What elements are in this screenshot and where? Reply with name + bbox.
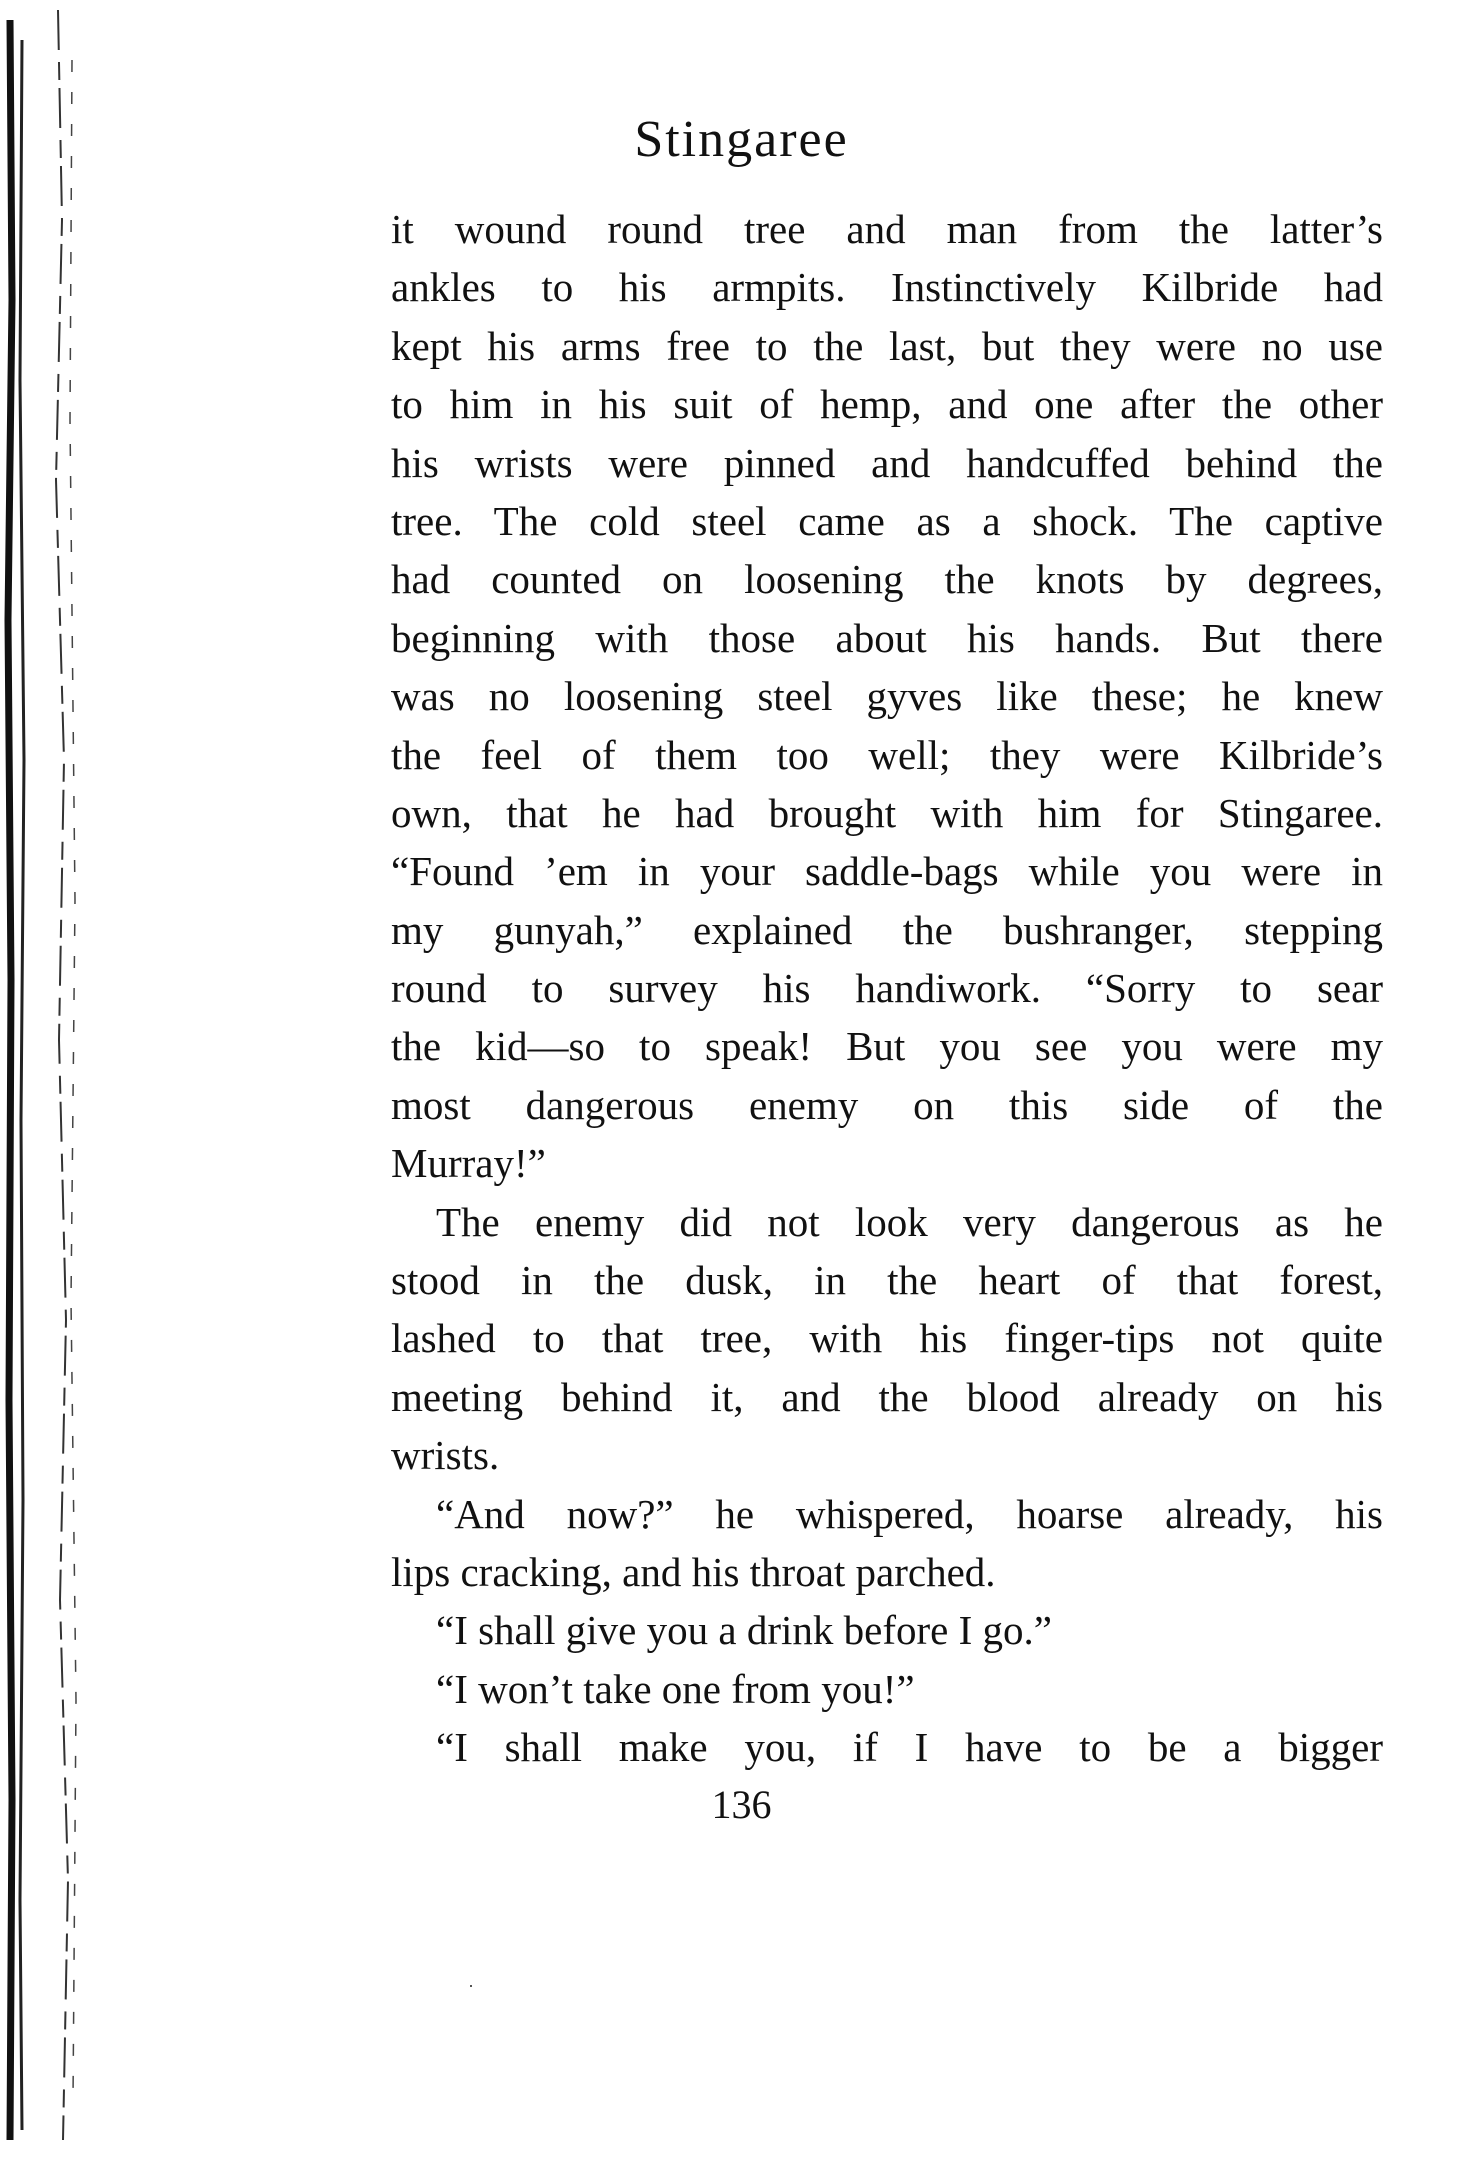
page-number: 136 xyxy=(711,1782,772,1827)
scan-speck xyxy=(470,1985,472,1987)
text-line: kept his arms free to the last, but they were no use xyxy=(391,322,1383,369)
text-line: “I won’t take one from you!” xyxy=(436,1665,915,1712)
text-line: “And now?” he whispered, hoarse already, his xyxy=(436,1490,1383,1537)
body-text xyxy=(391,200,1383,1777)
text-line: ankles to his armpits. Instinctively Kilbride had xyxy=(391,264,1383,311)
text-line: “I shall make you, if I have to be a bigger xyxy=(436,1724,1383,1771)
text-line: the feel of them too well; they were Kilbride’s xyxy=(391,731,1383,778)
text-line: had counted on loosening the knots by degrees, xyxy=(391,556,1383,603)
text-line: my gunyah,” explained the bushranger, stepping xyxy=(391,906,1383,953)
text-line: meeting behind it, and the blood already on his xyxy=(391,1373,1383,1420)
text-line: to him in his suit of hemp, and one after the other xyxy=(391,381,1383,428)
text-line: the kid—so to speak! But you see you were my xyxy=(391,1023,1383,1070)
text-line: lashed to that tree, with his finger-tips not quite xyxy=(391,1315,1383,1362)
text-line: it wound round tree and man from the latter’s xyxy=(391,206,1383,252)
text-line: most dangerous enemy on this side of the xyxy=(391,1081,1383,1128)
text-line: own, that he had brought with him for Stingaree. xyxy=(391,789,1383,836)
text-line: wrists. xyxy=(391,1432,500,1479)
text-line: round to survey his handiwork. “Sorry to sear xyxy=(391,965,1383,1012)
text-line: “I shall give you a drink before I go.” xyxy=(436,1607,1052,1654)
text-line: beginning with those about his hands. But there xyxy=(391,614,1383,661)
text-line: stood in the dusk, in the heart of that forest, xyxy=(391,1257,1383,1304)
text-line: was no loosening steel gyves like these; he knew xyxy=(391,673,1383,720)
text-line: tree. The cold steel came as a shock. The captive xyxy=(391,497,1383,544)
text-line: Murray!” xyxy=(391,1140,546,1187)
text-line: lips cracking, and his throat parched. xyxy=(391,1548,996,1595)
text-line: his wrists were pinned and handcuffed behind the xyxy=(391,439,1383,486)
text-line: “Found ’em in your saddle-bags while you were in xyxy=(391,848,1383,895)
running-title: Stingaree xyxy=(634,111,849,168)
text-line: The enemy did not look very dangerous as he xyxy=(436,1198,1383,1245)
